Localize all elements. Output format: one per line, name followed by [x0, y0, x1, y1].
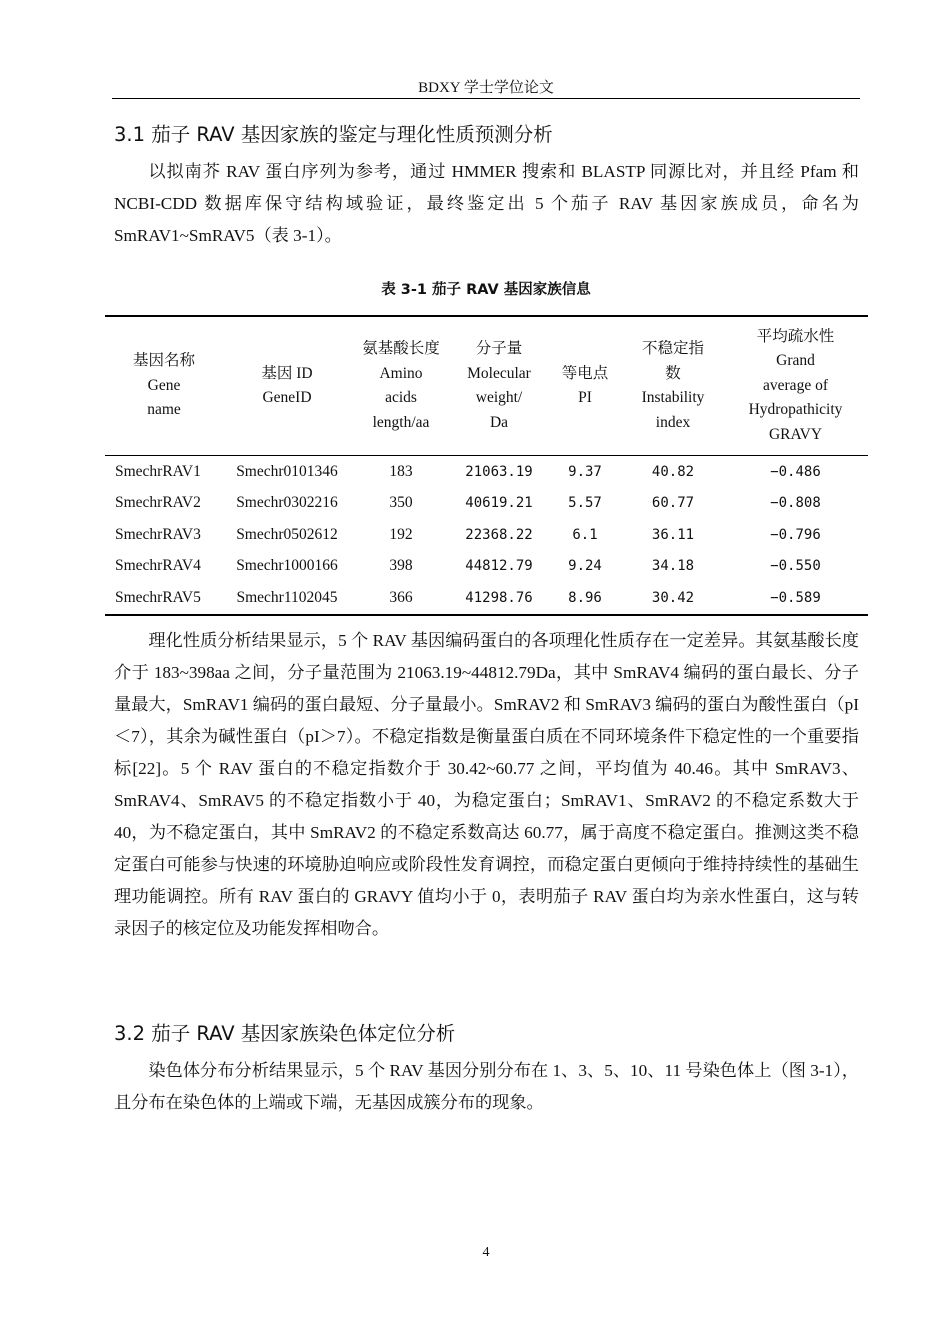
- cell-gene-name: SmechrRAV4: [115, 557, 201, 575]
- cell-gravy: −0.808: [770, 495, 821, 512]
- cell-instability: 40.82: [651, 463, 695, 480]
- cell-gene-id: Smechr1102045: [236, 588, 338, 606]
- col-header-instability-index: 不稳定指 数 Instability index: [641, 340, 705, 431]
- col-header-amino-acid-length: 氨基酸长度 Amino acids length/aa: [362, 340, 440, 431]
- cell-gene-id: Smechr0302216: [236, 494, 338, 512]
- cell-gravy: −0.550: [770, 558, 821, 575]
- table-row: [105, 519, 868, 551]
- cell-gene-name: SmechrRAV1: [115, 462, 201, 480]
- page-number: 4: [482, 1245, 490, 1260]
- cell-gravy: −0.589: [770, 589, 821, 606]
- running-header: BDXY 学士学位论文: [418, 80, 554, 96]
- cell-length: 350: [389, 494, 413, 512]
- cell-pi: 8.96: [568, 589, 602, 606]
- cell-molecular-weight: 21063.19: [465, 463, 533, 480]
- cell-gene-name: SmechrRAV3: [115, 525, 201, 543]
- cell-gene-id: Smechr0502612: [236, 525, 338, 543]
- section-heading-3-1: 3.1 茄子 RAV 基因家族的鉴定与理化性质预测分析: [114, 123, 553, 146]
- section-heading-3-2: 3.2 茄子 RAV 基因家族染色体定位分析: [114, 1022, 456, 1045]
- col-header-gravy: 平均疏水性 Grand average of Hydropathicity GRAVY: [748, 327, 843, 443]
- header-rule: [112, 98, 860, 99]
- table-row: [105, 551, 868, 583]
- table-row: [105, 456, 868, 488]
- col-header-molecular-weight: 分子量 Molecular weight/ Da: [467, 340, 531, 431]
- cell-pi: 6.1: [572, 526, 598, 543]
- cell-pi: 5.57: [568, 495, 602, 512]
- cell-molecular-weight: 22368.22: [465, 526, 533, 543]
- cell-gene-name: SmechrRAV2: [115, 494, 201, 512]
- cell-gravy: −0.796: [770, 526, 821, 543]
- table-row: [105, 488, 868, 520]
- cell-instability: 60.77: [651, 495, 695, 512]
- table-caption: 表 3-1 茄子 RAV 基因家族信息: [381, 282, 591, 298]
- section-3-1-paragraph-2: 理化性质分析结果显示，5 个 RAV 基因编码蛋白的各项理化性质存在一定差异。其氨基酸长度介于 183~398aa 之间，分子量范围为 21063.19~44812.79Da，其中 SmRAV4 编码的蛋白最长、分子量最大，SmRAV1 编码的蛋白最短、分子量最小。SmRAV2 和 SmRAV3 编码的蛋白为酸性蛋白（pI＜7），其余为碱性蛋白（pI＞7）。不稳定指数是衡量蛋白质在不同环境条件下稳定性的一个重要指标[22]。5 个 RAV 蛋白的不稳定指数介于 30.42~60.77 之间，平均值为 40.46。其中 SmRAV3、SmRAV4、SmRAV5 的不稳定指数小于 40，为稳定蛋白；SmRAV1、SmRAV2 的不稳定系数大于 40，为不稳定蛋白，其中 SmRAV2 的不稳定系数高达 60.77，属于高度不稳定蛋白。推测这类不稳定蛋白可能参与快速的环境胁迫响应或阶段性发育调控，而稳定蛋白更倾向于维持持续性的基础生理功能调控。所有 RAV 蛋白的 GRAVY 值均小于 0，表明茄子 RAV 蛋白均为亲水性蛋白，这与转录因子的核定位及功能发挥相吻合。: [114, 631, 859, 938]
- cell-gravy: −0.486: [770, 463, 821, 480]
- col-header-isoelectric-point: 等电点 PI: [561, 364, 609, 406]
- table-row: [105, 582, 868, 615]
- table-header-row: [105, 316, 868, 456]
- cell-pi: 9.37: [568, 463, 602, 480]
- cell-length: 366: [389, 588, 413, 606]
- section-3-1-paragraph-1: 以拟南芥 RAV 蛋白序列为参考，通过 HMMER 搜索和 BLASTP 同源比对，并且经 Pfam 和 NCBI-CDD 数据库保守结构域验证，最终鉴定出 5 个茄子 RAV 基因家族成员，命名为 SmRAV1~SmRAV5（表 3-1）。: [114, 162, 859, 245]
- cell-gene-name: SmechrRAV5: [115, 588, 201, 606]
- cell-pi: 9.24: [568, 558, 602, 575]
- col-header-gene-id: 基因 ID GeneID: [261, 364, 313, 406]
- cell-instability: 34.18: [651, 558, 695, 575]
- cell-gene-id: Smechr1000166: [236, 557, 338, 575]
- cell-instability: 36.11: [651, 526, 695, 543]
- section-3-2-paragraph-1: 染色体分布分析结果显示，5 个 RAV 基因分别分布在 1、3、5、10、11 号染色体上（图 3-1），且分布在染色体的上端或下端，无基因成簇分布的现象。: [114, 1061, 859, 1112]
- cell-molecular-weight: 40619.21: [465, 495, 533, 512]
- cell-length: 183: [389, 462, 413, 480]
- rav-gene-table: [105, 315, 868, 616]
- col-header-gene-name: 基因名称 Gene name: [132, 352, 195, 419]
- cell-molecular-weight: 41298.76: [465, 589, 533, 606]
- cell-instability: 30.42: [651, 589, 695, 606]
- cell-length: 398: [389, 557, 413, 575]
- cell-length: 192: [389, 525, 413, 543]
- cell-molecular-weight: 44812.79: [465, 558, 533, 575]
- cell-gene-id: Smechr0101346: [236, 462, 338, 480]
